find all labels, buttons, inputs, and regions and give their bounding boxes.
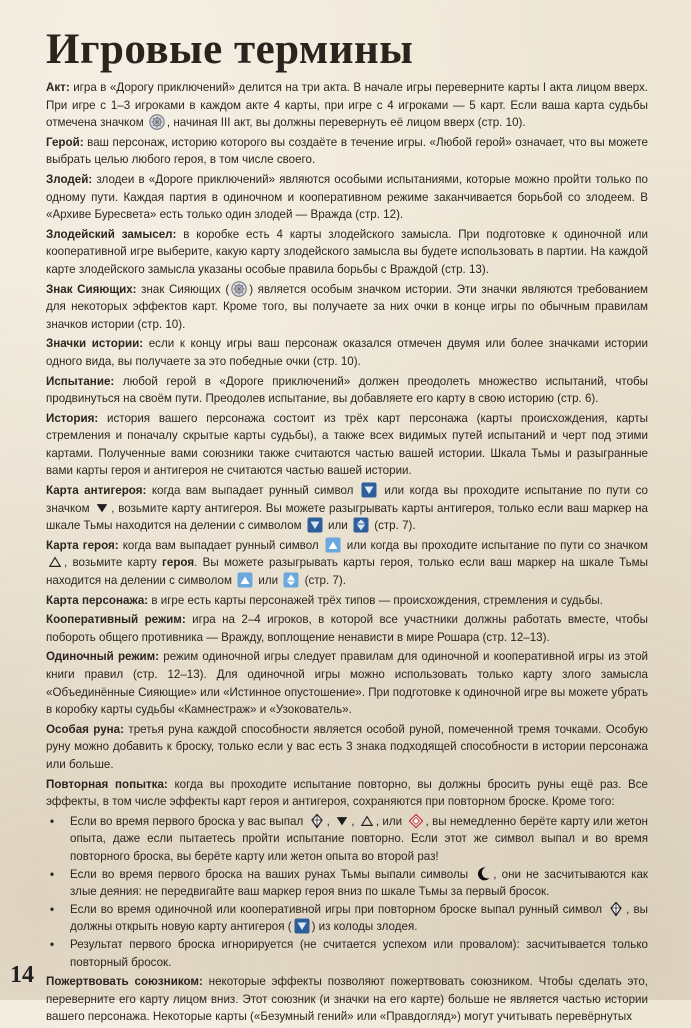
gem-symbol-icon — [309, 813, 325, 829]
dark-rune-icon — [294, 918, 310, 934]
entry-story: История: история вашего персонажа состоит из трёх карт персонажа (карты происхождения, карты стремления и поначалу скрытые карты судьбы), а также всех видимых путей испытаний и черт под этими картами. Полученные вами союзники также считаются частью вашей истории. Шкала Тьмы и разыгранные вами карты героя и антигероя не считаются частью вашей истории. — [46, 411, 648, 478]
red-diamond-icon — [408, 813, 424, 829]
reroll-bullet-list — [46, 813, 648, 971]
outline-triangle-icon — [360, 814, 374, 828]
entry-solo: Одиночный режим: режим одиночной игры следует правилам для одиночной и кооперативной игры из этой книги правил (стр. 12–13). Для одиночной игры можно использовать только карту злого замысла «Объединённые Сияющие» или «Истинное опустошение». При подготовке к одиночной игре вы можете убрать в коробку карты судьбы «Камнестраж» и «Узокователь». — [46, 650, 648, 717]
page-title: Игровые термины — [46, 26, 414, 73]
list-item: • Если во время первого броска на ваших рунах Тьмы выпали символы , они не засчитываются как злые деяния: не передвигайте ваш маркер героя вниз по шкале Тьмы за первый бросок. — [46, 866, 648, 901]
term-solo: Одиночный режим: — [46, 650, 160, 664]
entry-scheme: Злодейский замысел: в коробке есть 4 карты злодейского замысла. При подготовке к одиночной или кооперативной игре выберите, какую карту злодейского замысла вы будете использовать в партии. На каждой карте злодейского замысла указаны особые правила борьбы с Враждой (стр. 13). — [46, 227, 648, 276]
term-hero-card: Карта героя: — [46, 538, 119, 552]
term-antihero-card: Карта антигероя: — [46, 484, 147, 498]
term-act: Акт: — [46, 81, 70, 94]
term-story-icons: Значки истории: — [46, 337, 144, 351]
entry-character-card: Карта персонажа: в игре есть карты персонажей трёх типов — происхождения, стремления и судьбы. — [46, 593, 603, 607]
entry-coop: Кооперативный режим: игра на 2–4 игроков, в которой все участники должны работать вместе, чтобы побороть общего противника — Вражду, воплощение ненависти в мире Рошара (стр. 12–13). — [46, 613, 648, 644]
term-story: История: — [46, 411, 99, 425]
entry-villain: Злодей: злодеи в «Дороге приключений» являются особыми испытаниями, которые можно пройти только по одному пути. Каждая партия в одиночном и кооперативном режиме заканчивается борьбой со злодеем. В «Архиве Буресвета» есть только один злодей — Вражда (стр. 12). — [46, 172, 648, 222]
dark-gem-rune-icon — [353, 517, 369, 533]
radiant-emblem-icon — [149, 114, 165, 130]
entry-sacrifice-ally: Пожертвовать союзником: некоторые эффекты позволяют пожертвовать союзником. Чтобы сделать это, переверните его карту лицом вниз. Этот союзник (и значки на его карте) больше не является частью истории вашего персонажа. Некоторые карты («Безумный гений» или «Правдогляд») могут учитывать перевёрнутых — [46, 975, 648, 1024]
entry-trial: Испытание: любой герой в «Дороге приключений» должен преодолеть множество испытаний, чтобы продвинуться на своём пути. Преодолев испытание, вы добавляете его карту в свою историю (стр. 6). — [46, 374, 648, 406]
term-scheme: Злодейский замысел: — [46, 227, 177, 241]
entry-story-icons: Значки истории: если к концу игры ваш персонаж оказался отмечен двумя или более значками истории одного вида, вы получаете за это победные очки (стр. 10). — [46, 337, 648, 368]
term-hero: Герой: — [46, 135, 84, 149]
black-triangle-icon — [335, 814, 349, 828]
term-reroll: Повторная попытка: — [46, 777, 168, 791]
entry-special-rune: Особая руна: третья руна каждой способности является особой руной, помеченной тремя точками. Особую руну можно добавить к броску, только если у вас есть 3 знака подходящей способности в истории персонажа или больше. — [46, 722, 648, 771]
dark-rune-icon — [307, 517, 323, 533]
entry-act: Акт: игра в «Дорогу приключений» делится на три акта. В начале игры переверните карты I акта лицом вверх. При игре с 1–3 игроками в каждом акте 4 карты, при игре с 4 игроками — 5 карт. Если ваша карта судьбы отмечена значком , начиная III акт, вы должны перевернуть её лицом вверх (стр. 10). — [46, 81, 648, 130]
outline-triangle-icon — [48, 555, 62, 569]
term-character-card: Карта персонажа: — [46, 593, 149, 607]
list-item: • Результат первого броска игнорируется (не считается успехом или провалом): засчитывается только повторный бросок. — [46, 936, 648, 971]
list-item: • Если во время первого броска у вас выпал , , , или , вы немедленно берёте карту или жетон опыта, даже если пытаетесь пройти испытание повторно. Если этот же символ выпал и во время повторного броска, вы берёте карту или жетон опыта во второй раз! — [46, 813, 648, 866]
term-villain: Злодей: — [46, 172, 93, 186]
term-sacrifice-ally: Пожертвовать союзником: — [46, 975, 203, 989]
term-coop: Кооперативный режим: — [46, 613, 186, 627]
entry-hero-card: Карта героя: когда вам выпадает рунный символ или когда вы проходите испытание по пути со значком , возьмите карту героя. Вы можете разыгрывать карты героя, только если ваш маркер на шкале Тьмы находится на делении с символом или (стр. 7). — [46, 538, 648, 588]
radiant-emblem-icon — [231, 281, 247, 297]
gem-symbol-icon — [608, 901, 624, 917]
black-triangle-icon — [95, 501, 109, 515]
dark-rune-icon — [361, 482, 377, 498]
hero-rune-icon — [325, 537, 341, 553]
entry-radiant: Знак Сияющих: знак Сияющих ( ) является особым значком истории. Эти значки являются требованием для некоторых эффектов карт. Кроме того, вы получаете за них очки в конце игры по обычным правилам значков истории (стр. 10). — [46, 282, 648, 331]
list-item: • Если во время одиночной или кооперативной игры при повторном броске выпал рунный символ , вы должны открыть новую карту антигероя ( ) из колоды злодея. — [46, 901, 648, 936]
hero-gem-rune-icon — [283, 572, 299, 588]
page-number: 14 — [10, 962, 34, 988]
hero-rune-icon — [237, 572, 253, 588]
term-radiant: Знак Сияющих: — [46, 282, 137, 296]
crescent-moon-icon — [475, 866, 491, 882]
term-trial: Испытание: — [46, 374, 115, 388]
entry-reroll: Повторная попытка: когда вы проходите испытание повторно, вы должны бросить руны ещё раз. Все эффекты, в том числе эффекты карт героя и антигероя, сохраняются при повторном броске. Кроме того: — [46, 777, 648, 809]
term-special-rune: Особая руна: — [46, 722, 124, 736]
glossary-body — [46, 79, 648, 1028]
entry-hero: Герой: ваш персонаж, историю которого вы создаёте в течение игры. «Любой герой» означает, что вы можете выбрать целью любого героя, в том числе своего. — [46, 135, 648, 167]
entry-antihero-card: Карта антигероя: когда вам выпадает рунный символ или когда вы проходите испытание по пути со значком , возьмите карту антигероя. Вы можете разыгрывать карты антигероя, только если ваш маркер на шкале Тьмы находится на делении с символом или (стр. 7). — [46, 484, 648, 533]
